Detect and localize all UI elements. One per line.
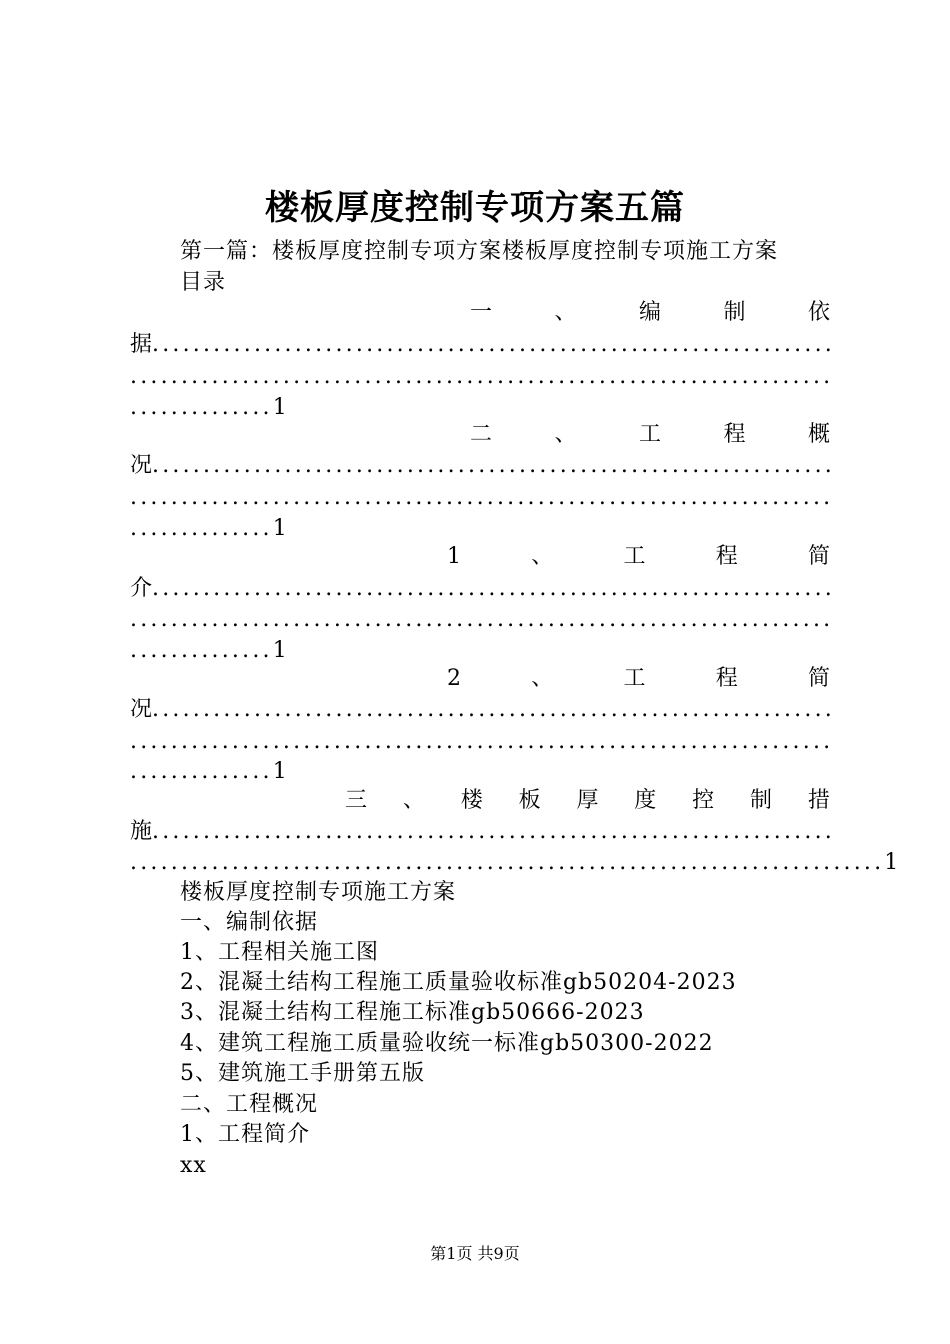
toc-char: 工: [638, 422, 661, 447]
dot-leader: [130, 364, 830, 389]
toc-char: 制: [750, 788, 773, 813]
toc-char: 工: [623, 666, 646, 691]
dot-leader: [130, 395, 273, 420]
toc-char: 程: [723, 422, 746, 447]
toc-char: 编: [638, 300, 661, 325]
toc-lead-char: 况: [130, 453, 153, 478]
toc-entry-2-leader-2: [130, 483, 830, 513]
dot-leader: [130, 729, 830, 754]
toc-entry-1-leader: [130, 330, 830, 360]
toc-lead-char: 施: [130, 819, 153, 844]
intro-line-2: 目录: [180, 270, 227, 295]
toc-char: 工: [623, 544, 646, 569]
toc-entry-3-heading: [447, 542, 830, 572]
toc-char: 程: [715, 666, 738, 691]
toc-char: 厚: [576, 788, 599, 813]
list-item: 1、工程相关施工图: [180, 940, 379, 965]
toc-char: 简: [807, 666, 830, 691]
list-item: 4、建筑工程施工质量验收统一标准gb50300-2022: [180, 1031, 714, 1056]
dot-leader: [152, 819, 830, 844]
toc-lead-char: 介: [130, 576, 153, 601]
dot-leader: [152, 332, 830, 357]
toc-entry-5-leader: [130, 817, 830, 847]
document-title: 楼板厚度控制专项方案五篇: [265, 188, 685, 228]
toc-entry-5-heading: [345, 786, 830, 816]
toc-page-number: 1: [272, 759, 287, 784]
toc-char: 、: [402, 788, 425, 813]
toc-char: 程: [715, 544, 738, 569]
dot-leader: [152, 453, 830, 478]
toc-entry-2-heading: [470, 420, 830, 450]
list-item: 3、混凝土结构工程施工标准gb50666-2023: [180, 1000, 645, 1025]
toc-entry-2-tail: [130, 514, 287, 544]
toc-char: 板: [518, 788, 541, 813]
toc-char: 、: [531, 666, 554, 691]
toc-entry-3-leader: [130, 574, 830, 604]
toc-char: 简: [807, 544, 830, 569]
toc-char: 一: [470, 300, 493, 325]
heading-1: 一、编制依据: [180, 910, 319, 935]
toc-entry-1-tail: [130, 393, 287, 423]
toc-page-number: 1: [272, 516, 287, 541]
intro-line-1: 第一篇：楼板厚度控制专项方案楼板厚度控制专项施工方案: [180, 239, 779, 264]
toc-entry-4-leader: [130, 695, 830, 725]
dot-leader: [130, 850, 884, 875]
dot-leader: [130, 516, 273, 541]
toc-page-number: 1: [272, 638, 287, 663]
dot-leader: [130, 759, 273, 784]
toc-char: 、: [554, 422, 577, 447]
paragraph: xx: [180, 1153, 207, 1178]
dot-leader: [130, 485, 830, 510]
toc-char: 三: [345, 788, 368, 813]
toc-entry-1-leader-2: [130, 362, 830, 392]
toc-char: 措: [807, 788, 830, 813]
page-footer: 第1页 共9页: [430, 1244, 520, 1263]
toc-char: 依: [807, 300, 830, 325]
toc-entry-1-heading: [470, 298, 830, 328]
toc-char: 概: [807, 422, 830, 447]
toc-entry-5-tail: [130, 848, 898, 878]
toc-entry-2-leader: [130, 451, 830, 481]
subheading: 1、工程简介: [180, 1122, 310, 1147]
toc-char: 二: [470, 422, 493, 447]
dot-leader: [130, 607, 830, 632]
toc-lead-char: 况: [130, 697, 153, 722]
list-item: 5、建筑施工手册第五版: [180, 1061, 425, 1086]
list-item: 2、混凝土结构工程施工质量验收标准gb50204-2023: [180, 970, 737, 995]
toc-lead-char: 据: [130, 332, 153, 357]
toc-entry-3-tail: [130, 636, 287, 666]
toc-char: 楼: [460, 788, 483, 813]
toc-char: 度: [634, 788, 657, 813]
toc-page-number: 1: [272, 395, 287, 420]
dot-leader: [152, 576, 830, 601]
toc-entry-4-heading: [447, 664, 830, 694]
toc-char: 2: [447, 666, 461, 691]
toc-char: 1: [447, 544, 461, 569]
toc-entry-4-tail: [130, 757, 287, 787]
toc-char: 、: [531, 544, 554, 569]
toc-entry-3-leader-2: [130, 605, 830, 635]
toc-char: 控: [692, 788, 715, 813]
toc-char: 制: [723, 300, 746, 325]
dot-leader: [152, 697, 830, 722]
toc-entry-4-leader-2: [130, 727, 830, 757]
dot-leader: [130, 638, 273, 663]
toc-page-number: 1: [884, 850, 899, 875]
heading-2: 二、工程概况: [180, 1092, 319, 1117]
section-title: 楼板厚度控制专项施工方案: [180, 880, 457, 905]
toc-char: 、: [554, 300, 577, 325]
